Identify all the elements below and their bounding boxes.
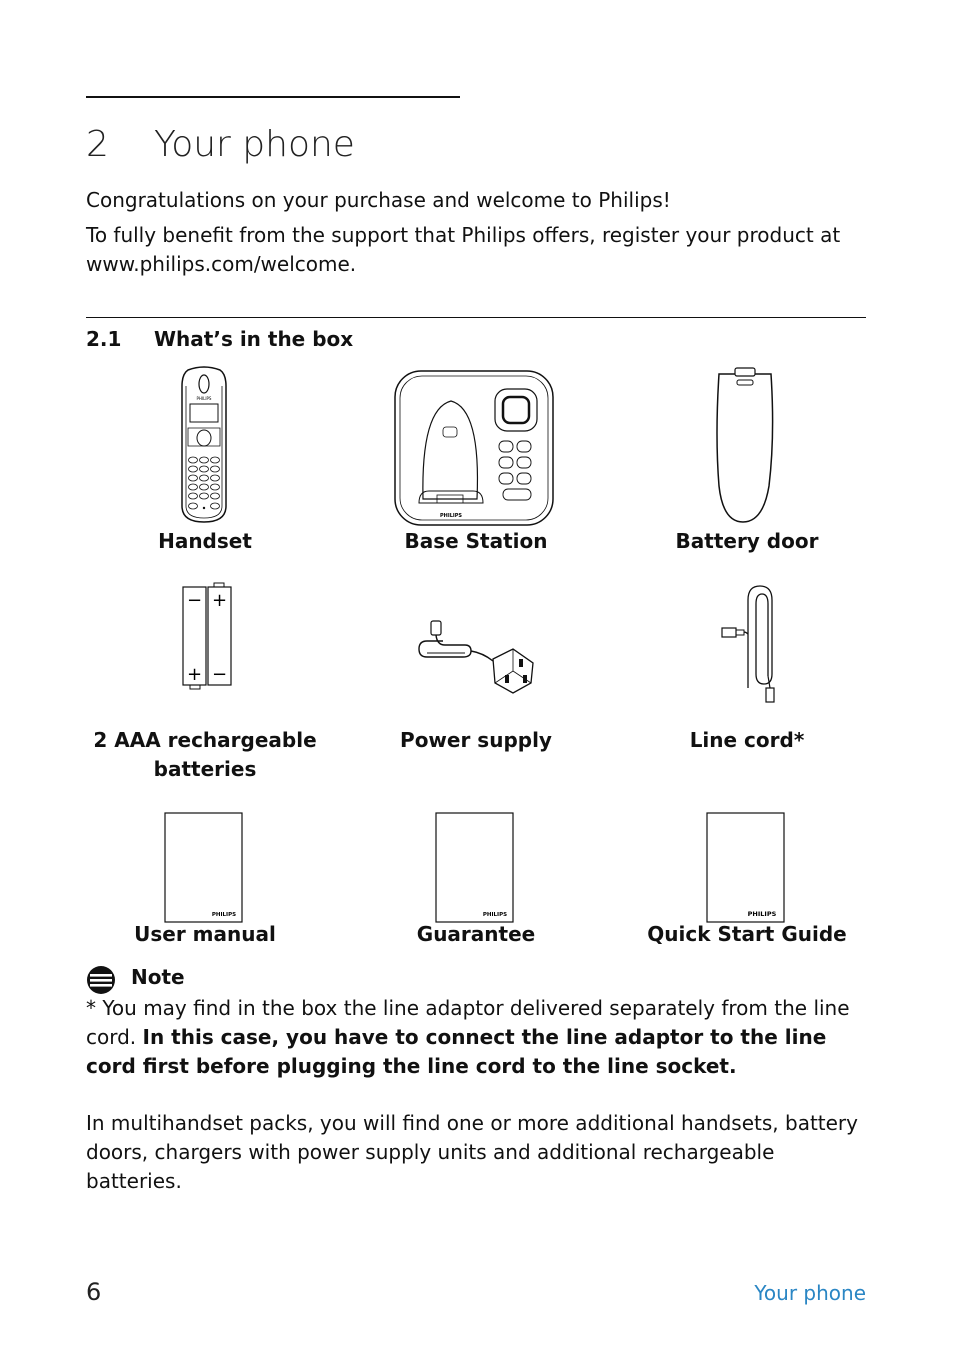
guarantee-brand: PHILIPS <box>482 912 508 918</box>
user-manual-label: User manual <box>134 922 276 946</box>
base-station-label: Base Station <box>404 529 548 553</box>
batteries-illustration <box>180 582 234 692</box>
note-title: Note <box>131 965 185 989</box>
page-number: 6 <box>86 1278 102 1306</box>
guarantee-illustration <box>435 812 515 924</box>
line-cord-label: Line cord* <box>689 728 805 752</box>
note-body <box>86 994 876 1081</box>
intro-paragraph-2: To fully benefit from the support that Philips offers, register your product at www.philips.com/welcome. <box>86 223 841 276</box>
power-supply-label: Power supply <box>400 728 552 752</box>
handset-illustration <box>178 366 230 526</box>
chapter-title: Your phone <box>154 124 355 165</box>
note-emphasis: In this case, you have to connect the line adaptor to the line cord first before plugging the line cord to the line socket. <box>86 1025 827 1078</box>
handset-brand: PHILIPS <box>196 396 212 401</box>
battery-plus-bottom: + <box>186 664 203 685</box>
power-supply-illustration <box>413 615 539 695</box>
battery-minus-bottom: − <box>211 664 228 685</box>
handset-label: Handset <box>158 529 252 553</box>
chapter-number: 2 <box>86 124 109 165</box>
battery-door-label: Battery door <box>675 529 819 553</box>
footer-section-name: Your phone <box>754 1281 866 1305</box>
line-cord-illustration <box>718 582 778 708</box>
guarantee-label: Guarantee <box>416 922 536 946</box>
intro-paragraph-1: Congratulations on your purchase and welcome to Philips! <box>86 188 671 212</box>
battery-door-illustration <box>713 366 777 524</box>
user-manual-brand: PHILIPS <box>211 912 237 918</box>
section-number: 2.1 <box>86 327 122 351</box>
quick-start-guide-brand: PHILIPS <box>747 910 777 918</box>
note-text: * You may find in the box the line adaptor delivered separately from the line cord. <box>86 996 850 1049</box>
note-icon <box>86 965 116 995</box>
base-brand: PHILIPS <box>439 513 463 519</box>
section-rule <box>86 317 866 318</box>
battery-minus-top: − <box>186 590 203 611</box>
user-manual-illustration <box>164 812 244 924</box>
battery-plus-top: + <box>211 590 228 611</box>
base-station-illustration <box>393 369 555 527</box>
section-title: What’s in the box <box>154 327 354 351</box>
quick-start-guide-label: Quick Start Guide <box>647 922 847 946</box>
multihandset-paragraph: In multihandset packs, you will find one or more additional handsets, battery doors, chargers with power supply units and additional rechargeable batteries. <box>86 1111 858 1193</box>
quick-start-guide-illustration <box>706 812 786 924</box>
chapter-rule <box>86 96 460 98</box>
batteries-label: 2 AAA rechargeable batteries <box>93 728 317 781</box>
